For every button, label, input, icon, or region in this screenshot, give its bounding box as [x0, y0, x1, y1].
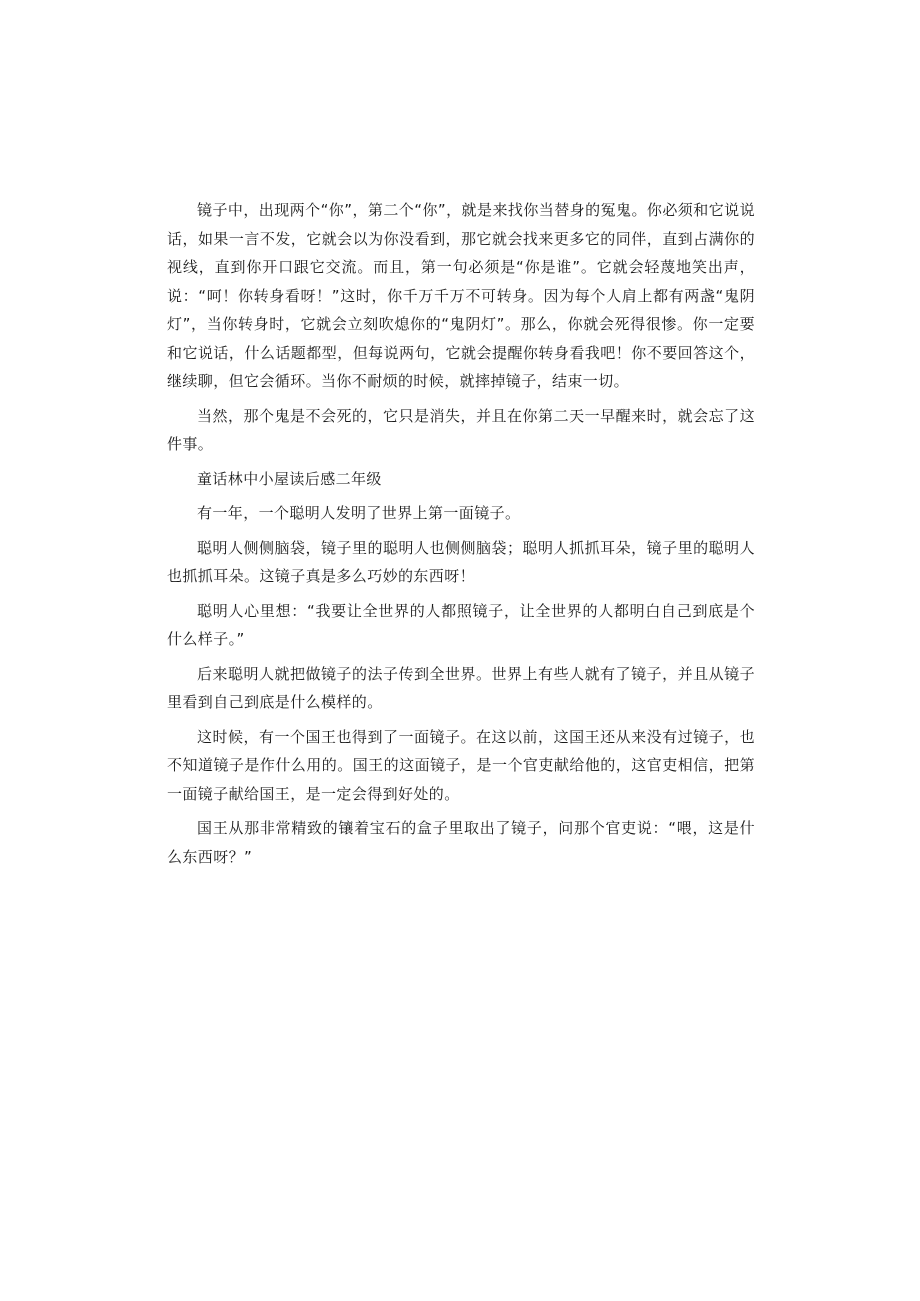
paragraph: 当然，那个鬼是不会死的，它只是消失，并且在你第二天一早醒来时，就会忘了这件事。 — [167, 406, 755, 453]
paragraph: 聪明人侧侧脑袋，镜子里的聪明人也侧侧脑袋；聪明人抓抓耳朵，镜子里的聪明人也抓抓耳朵。这镜子真是多么巧妙的东西呀！ — [167, 538, 755, 585]
paragraph: 镜子中，出现两个“你”，第二个“你”，就是来找你当替身的冤鬼。你必须和它说说话，如果一言不发，它就会以为你没看到，那它就会找来更多它的同伴，直到占满你的视线，直到你开口跟它交流。而且，第一句必须是“你是谁”。它就会轻蔑地笑出声，说：“呵！你转身看呀！”这时，你千万千万不可转身。因为每个人肩上都有两盏“鬼阴灯”，当你转身时，它就会立刻吹熄你的“鬼阴灯”。那么，你就会死得很惨。你一定要和它说话，什么话题都型，但每说两句，它就会提醒你转身看我吧！你不要回答这个，继续聊，但它会循环。当你不耐烦的时候，就摔掉镜子，结束一切。 — [167, 201, 755, 390]
paragraph: 聪明人心里想：“我要让全世界的人都照镜子，让全世界的人都明白自己到底是个什么样子。” — [167, 601, 755, 648]
paragraph: 后来聪明人就把做镜子的法子传到全世界。世界上有些人就有了镜子，并且从镜子里看到自己到底是什么模样的。 — [167, 664, 755, 711]
paragraph: 这时候，有一个国王也得到了一面镜子。在这以前，这国王还从来没有过镜子，也不知道镜子是作什么用的。国王的这面镜子，是一个官吏献给他的，这官吏相信，把第一面镜子献给国王，是一定会得到好处的。 — [167, 727, 755, 803]
paragraph: 国王从那非常精致的镶着宝石的盒子里取出了镜子，问那个官吏说：“喂，这是什么东西呀？” — [167, 819, 755, 866]
paragraph: 有一年，一个聪明人发明了世界上第一面镜子。 — [197, 504, 521, 522]
section-heading: 童话林中小屋读后感二年级 — [197, 469, 382, 488]
document-body — [167, 196, 755, 877]
